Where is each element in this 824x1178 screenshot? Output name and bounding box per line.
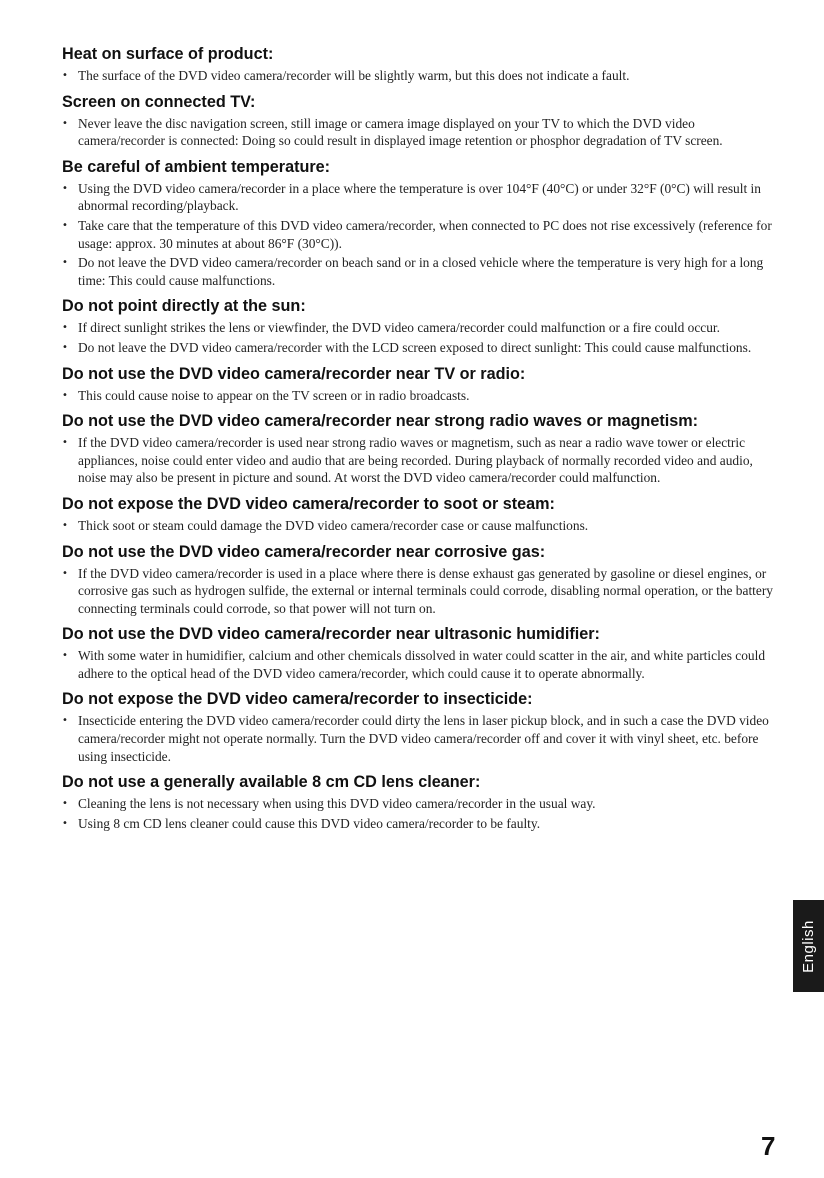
section [62,411,784,487]
section-heading: Do not expose the DVD video camera/recorder to soot or steam: [62,494,555,513]
bullet-item: • With some water in humidifier, calcium and other chemicals dissolved in water could scatter in the air, and white particles could adhere to the optical head of the DVD video camera/recorder, which could cause it to operate abnormally. [62,647,784,682]
section [62,44,784,85]
bullet-list [62,180,784,290]
bullet-list [62,387,784,405]
bullet-item: • Never leave the disc navigation screen, still image or camera image displayed on your TV to which the DVD video camera/recorder is connected: Doing so could result in displayed image retention or phosphor degradation of TV screen. [62,115,784,150]
bullet-item: • If direct sunlight strikes the lens or viewfinder, the DVD video camera/recorder could malfunction or a fire could occur. [62,319,784,337]
section [62,157,784,290]
bullet-list [62,565,784,618]
bullet-item: • Thick soot or steam could damage the DVD video camera/recorder case or cause malfunctions. [62,517,784,535]
section [62,364,784,405]
section [62,772,784,832]
section-heading: Heat on surface of product: [62,45,274,63]
section [62,494,784,535]
bullet-list [62,647,784,682]
section [62,92,784,150]
bullet-list [62,712,784,765]
language-tab [793,900,824,992]
page-number: 7 [761,1131,776,1161]
section [62,689,784,765]
section [62,296,784,356]
section-heading: Be careful of ambient temperature: [62,157,331,176]
bullet-item: • Take care that the temperature of this DVD video camera/recorder, when connected to PC does not rise excessively (reference for usage: approx. 30 minutes at about 86°F (30°C)). [62,217,784,252]
bullet-list [62,115,784,150]
section-heading: Do not use the DVD video camera/recorder near ultrasonic humidifier: [62,625,600,644]
bullet-list [62,795,784,832]
bullet-list [62,434,784,487]
bullet-item: • Insecticide entering the DVD video camera/recorder could dirty the lens in laser pickup block, and in such a case the DVD video camera/recorder might not operate normally. Turn the DVD video camera/recorder off and cover it with vinyl sheet, etc. before using insecticide. [62,712,784,765]
bullet-item: • Cleaning the lens is not necessary when using this DVD video camera/recorder in the usual way. [62,795,784,813]
bullet-item: • Using the DVD video camera/recorder in a place where the temperature is over 104°F (40°C) or under 32°F (0°C) will result in abnormal recording/playback. [62,180,784,215]
bullet-list [62,319,784,356]
bullet-item: • The surface of the DVD video camera/recorder will be slightly warm, but this does not indicate a fault. [62,67,784,85]
section-heading: Screen on connected TV: [62,92,256,111]
section-heading: Do not use the DVD video camera/recorder near TV or radio: [62,364,526,383]
bullet-item: • If the DVD video camera/recorder is used in a place where there is dense exhaust gas generated by gasoline or diesel engines, or corrosive gas such as hydrogen sulfide, the external or internal terminals could corrode, disabling normal operation, or the battery connecting terminals could corrode, so that power will not turn on. [62,565,784,618]
bullet-list [62,67,784,85]
bullet-item: • Do not leave the DVD video camera/recorder with the LCD screen exposed to direct sunlight: This could cause malfunctions. [62,339,784,357]
bullet-item: • This could cause noise to appear on the TV screen or in radio broadcasts. [62,387,784,405]
language-tab-label: English [800,919,818,973]
page-content [62,44,784,834]
bullet-list [62,517,784,535]
bullet-item: • If the DVD video camera/recorder is used near strong radio waves or magnetism, such as near a radio wave tower or electric appliances, noise could enter video and audio that are being recorded. During playback of normally recorded video and audio, noise may also be present in picture and sound. At worst the DVD video camera/recorder could malfunction. [62,434,784,487]
section-heading: Do not use the DVD video camera/recorder near corrosive gas: [62,542,546,561]
section-heading: Do not use a generally available 8 cm CD lens cleaner: [62,773,481,792]
bullet-item: • Do not leave the DVD video camera/recorder on beach sand or in a closed vehicle where the temperature is very high for a long time: This could cause malfunctions. [62,254,784,289]
section-heading: Do not use the DVD video camera/recorder near strong radio waves or magnetism: [62,412,698,431]
section-heading: Do not point directly at the sun: [62,297,306,316]
section [62,624,784,682]
section-heading: Do not expose the DVD video camera/recorder to insecticide: [62,690,533,709]
section [62,542,784,618]
bullet-item: • Using 8 cm CD lens cleaner could cause this DVD video camera/recorder to be faulty. [62,815,784,833]
